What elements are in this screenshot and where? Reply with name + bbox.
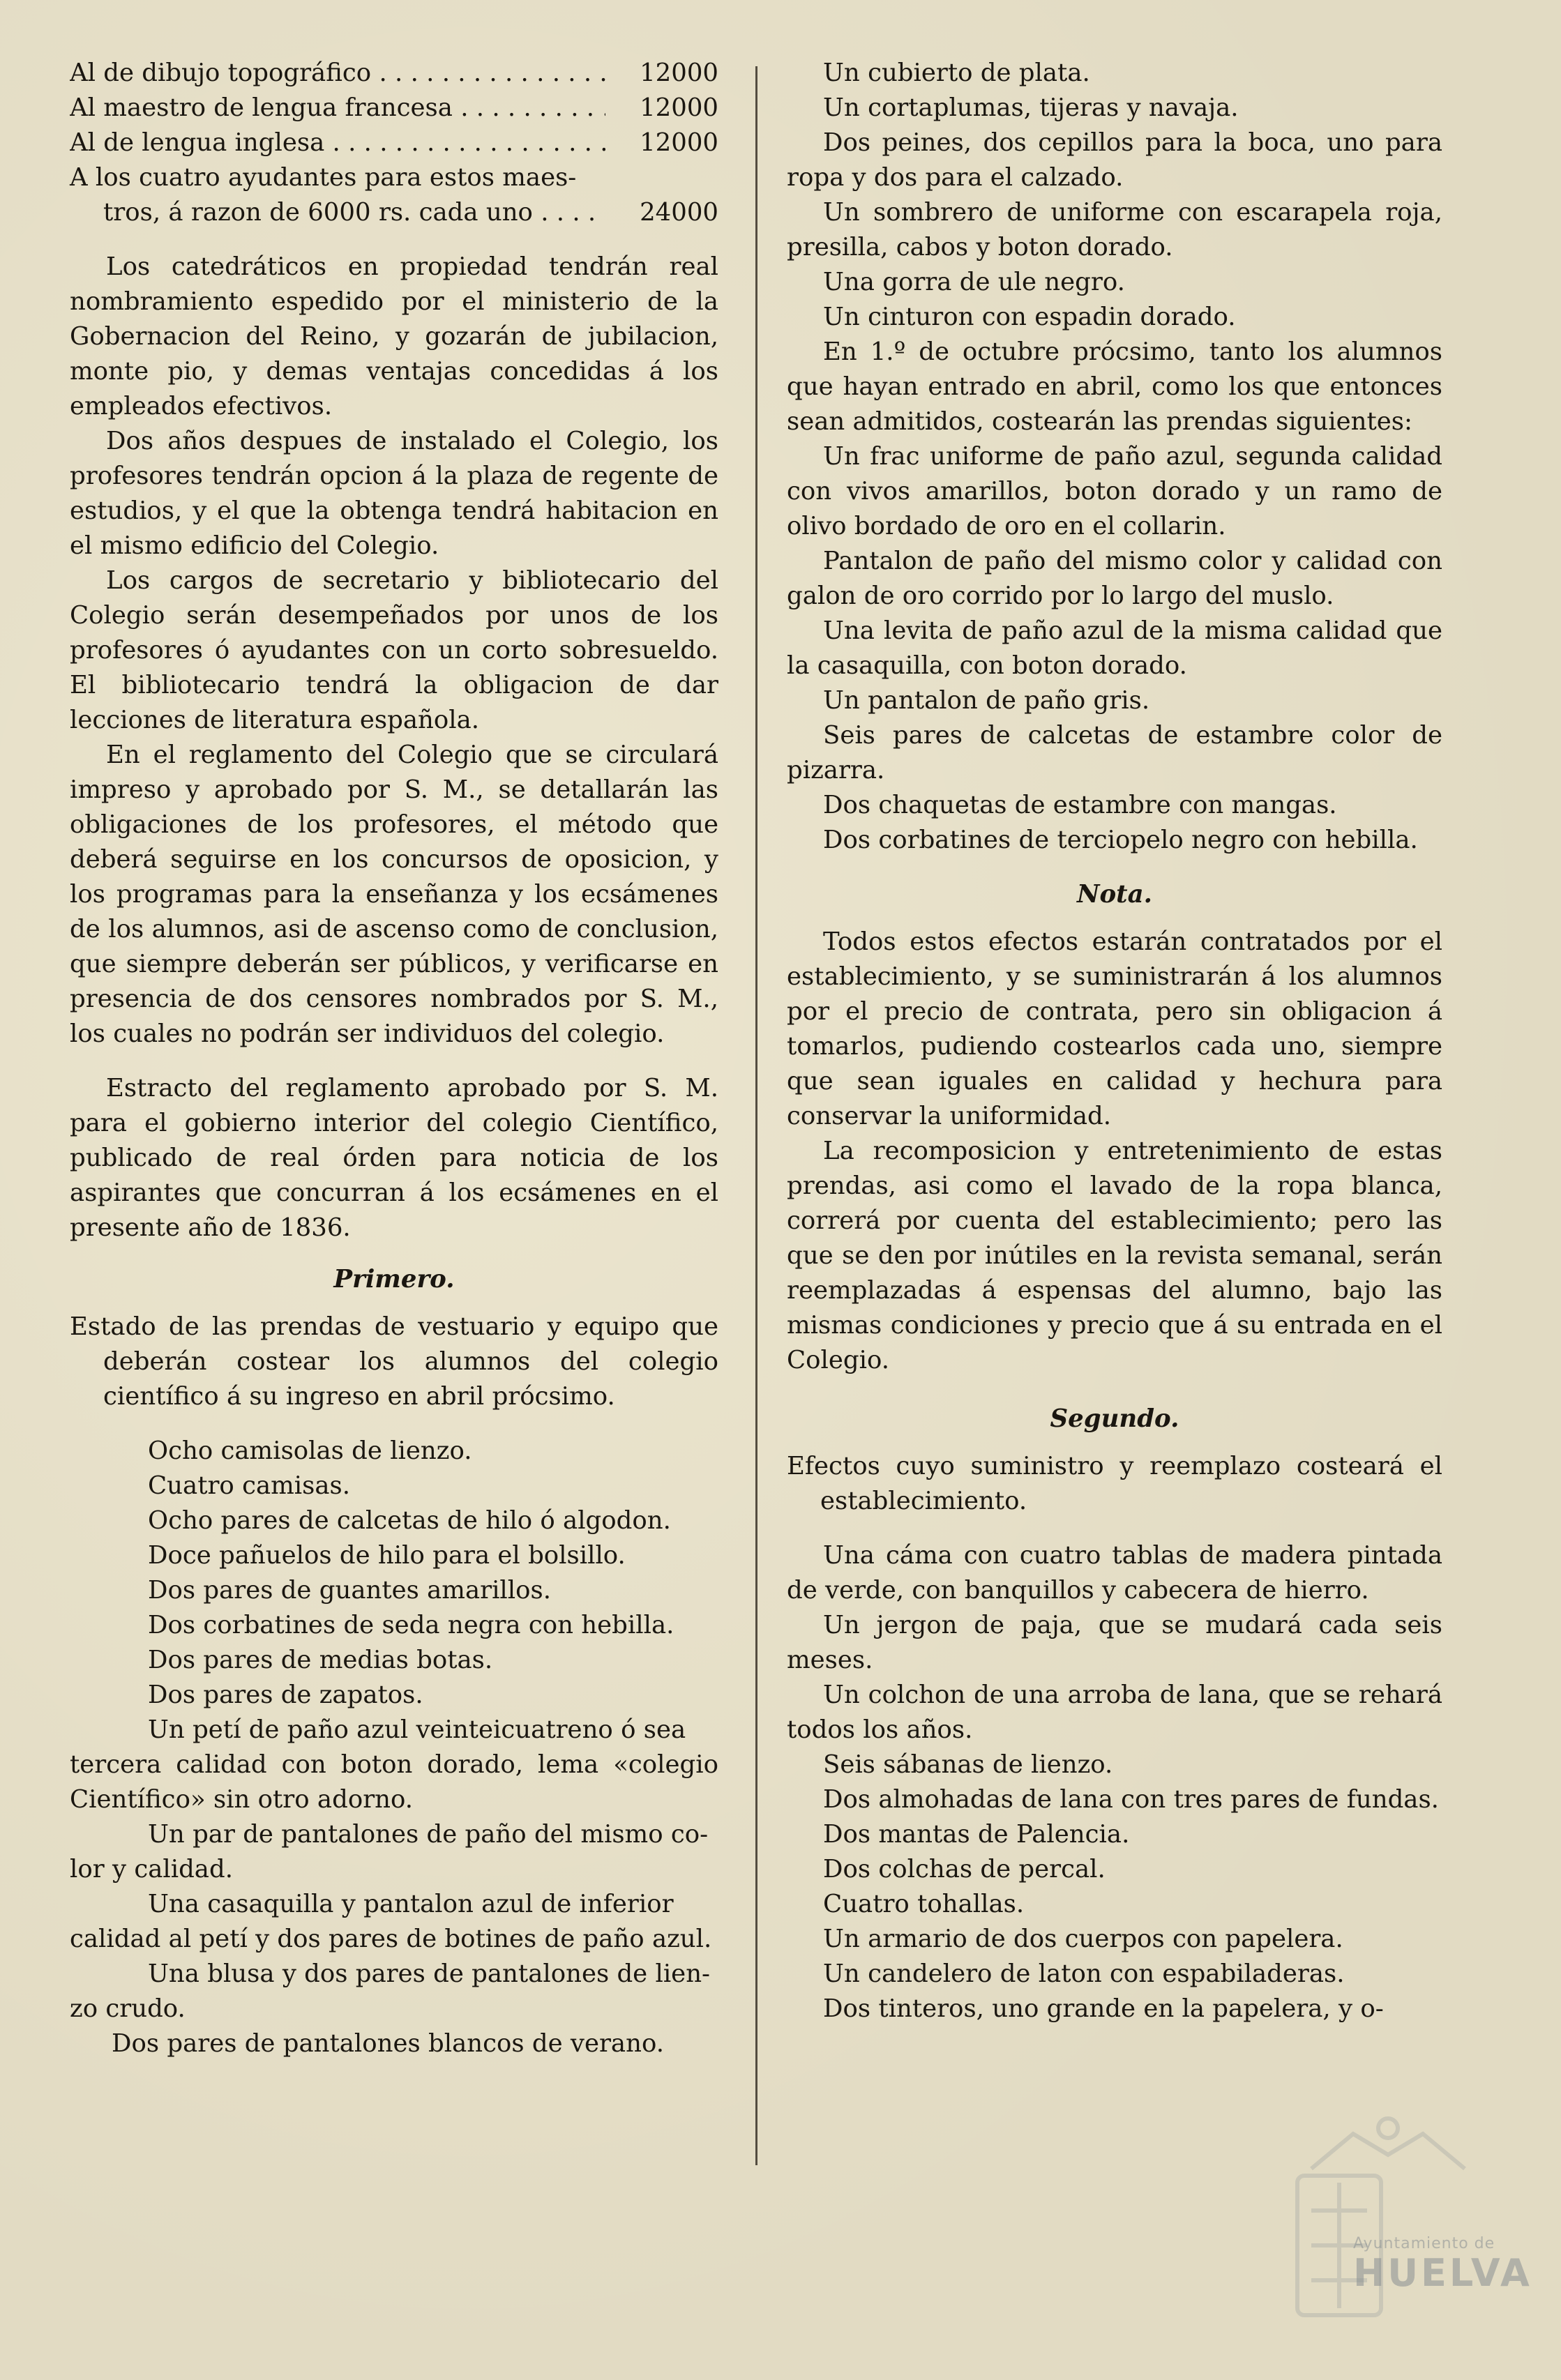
salary-row <box>70 91 718 126</box>
right-column <box>787 56 1442 2026</box>
list-item: Doce pañuelos de hilo para el bolsillo. <box>148 1541 626 1570</box>
salary-label-line2: tros, á razon de 6000 rs. cada uno . . . <box>103 195 605 230</box>
salary-amount: 12000 <box>640 128 718 157</box>
list-item: Seis sábanas de lienzo. <box>823 1750 1113 1779</box>
salary-amount: 12000 <box>640 59 718 87</box>
primero-wrapped-list <box>70 1713 718 2061</box>
list-item-rest: lor y calidad. <box>70 1855 233 1883</box>
list-item: Dos chaquetas de estambre con mangas. <box>823 791 1337 819</box>
salary-row <box>70 56 718 91</box>
list-item: Dos pares de pantalones blancos de verano. <box>112 2029 664 2058</box>
list-item <box>70 1817 718 1887</box>
salary-label-line1: A los cuatro ayudantes para estos maes- <box>70 163 577 192</box>
list-item: Dos colchas de percal. <box>823 1855 1106 1883</box>
salary-row-assistants <box>70 160 718 230</box>
paragraph-reglamento: En el reglamento del Colegio que se circulará impreso y aprobado por S. M., se detallarán las obligaciones de los profesores, el método que deberá seguirse en los concursos de oposicion, y los programas para la enseñanza y los ecsámenes de los alumnos, asi de ascenso como de conclusion, que siempre deberán ser públicos, y verificarse en presencia de dos censores nombrados por S. M., los cuales no podrán ser individuos del colegio. <box>70 741 718 1048</box>
paragraph-nota-2: La recomposicion y entretenimiento de estas prendas, asi como el lavado de la ropa blanca, correrá por cuenta del establecimiento; pero las que se den por inútiles en la revista semanal, serán reemplazadas á espensas del alumno, bajo las mismas condiciones y precio que á su entrada en el Colegio. <box>787 1137 1442 1374</box>
list-item: Un cinturon con espadin dorado. <box>823 303 1236 331</box>
list-item: Dos pares de zapatos. <box>148 1681 423 1709</box>
heading-primero: Primero. <box>333 1265 455 1294</box>
list-item: Un cubierto de plata. <box>823 59 1090 87</box>
salary-row <box>70 126 718 160</box>
list-item: Dos almohadas de lana con tres pares de fundas. <box>823 1785 1439 1814</box>
list-item: Dos pares de guantes amarillos. <box>148 1576 552 1605</box>
huelva-crest-icon <box>1255 2092 1521 2343</box>
list-item-rest: tercera calidad con boton dorado, lema «colegio Científico» sin otro adorno. <box>70 1750 718 1814</box>
list-item: Un pantalon de paño gris. <box>823 686 1150 715</box>
list-item: Un cortaplumas, tijeras y navaja. <box>823 93 1239 122</box>
list-item-first: Una blusa y dos pares de pantalones de lien- <box>148 1960 711 1988</box>
salary-amount: 24000 <box>640 198 718 227</box>
list-item: Dos corbatines de seda negra con hebilla. <box>148 1611 674 1639</box>
list-item: En 1.º de octubre prócsimo, tanto los alumnos que hayan entrado en abril, como los que entonces sean admitidos, costearán las prendas siguientes: <box>787 338 1442 436</box>
paragraph-nota-1: Todos estos efectos estarán contratados por el establecimiento, y se suministrarán á los alumnos por el precio de contrata, pero sin obligacion á tomarlos, pudiendo costearlos cada uno, siempre que sean iguales en calidad y hechura para conservar la uniformidad. <box>787 927 1442 1130</box>
list-item: Dos pares de medias botas. <box>148 1646 493 1674</box>
salary-label: Al de lengua inglesa . . . <box>70 126 605 160</box>
list-item: Pantalon de paño del mismo color y calidad con galon de oro corrido por lo largo del muslo. <box>787 547 1442 610</box>
list-item: Dos corbatines de terciopelo negro con hebilla. <box>823 826 1418 854</box>
list-item: Un frac uniforme de paño azul, segunda calidad con vivos amarillos, boton dorado y un ramo de olivo bordado de oro en el collarin. <box>787 442 1442 540</box>
list-item: Un candelero de laton con espabiladeras. <box>823 1960 1345 1988</box>
list-item: Un sombrero de uniforme con escarapela roja, presilla, cabos y boton dorado. <box>787 198 1442 262</box>
list-item-rest: zo crudo. <box>70 1994 186 2023</box>
list-item-rest: calidad al petí y dos pares de botines de paño azul. <box>70 1925 712 1953</box>
segundo-intro: Efectos cuyo suministro y reemplazo costeará el establecimiento. <box>787 1452 1442 1515</box>
list-item: Un jergon de paja, que se mudará cada seis meses. <box>787 1611 1442 1674</box>
paragraph-secretario: Los cargos de secretario y bibliotecario del Colegio serán desempeñados por unos de los profesores ó ayudantes con un corto sobresueldo. El bibliotecario tendrá la obligacion de dar lecciones de literatura española. <box>70 566 718 734</box>
list-item <box>70 1957 718 2026</box>
list-item-first: Un par de pantalones de paño del mismo co- <box>148 1820 709 1849</box>
list-item <box>70 1887 718 1957</box>
list-item: Cuatro tohallas. <box>823 1890 1025 1918</box>
primero-intro: Estado de las prendas de vestuario y equipo que deberán costear los alumnos del colegio científico á su ingreso en abril prócsimo. <box>70 1312 718 1411</box>
segundo-list <box>787 1538 1442 2026</box>
salary-label: Al de dibujo topográfico . . . <box>70 56 605 91</box>
list-item <box>70 1713 718 1817</box>
list-item: Seis pares de calcetas de estambre color de pizarra. <box>787 721 1442 785</box>
watermark-top-text: Ayuntamiento de <box>1353 2235 1495 2252</box>
list-item: Dos peines, dos cepillos para la boca, uno para ropa y dos para el calzado. <box>787 128 1442 192</box>
list-item: Una levita de paño azul de la misma calidad que la casaquilla, con boton dorado. <box>787 616 1442 680</box>
list-item: Una gorra de ule negro. <box>823 268 1125 296</box>
list-item: Un armario de dos cuerpos con papelera. <box>823 1925 1343 1953</box>
watermark-text <box>1353 2235 1532 2295</box>
left-column <box>70 56 718 2061</box>
paragraph-regente: Dos años despues de instalado el Colegio, los profesores tendrán opcion á la plaza de regente de estudios, y el que la obtenga tendrá habitacion en el mismo edificio del Colegio. <box>70 427 718 560</box>
list-item: Dos tinteros, uno grande en la papelera, y o- <box>823 1994 1384 2023</box>
right-items-list <box>787 56 1442 858</box>
list-item: Cuatro camisas. <box>148 1471 351 1500</box>
primero-list <box>70 1434 718 1713</box>
list-item: Una cáma con cuatro tablas de madera pintada de verde, con banquillos y cabecera de hierro. <box>787 1541 1442 1605</box>
list-item: Ocho camisolas de lienzo. <box>148 1437 472 1465</box>
watermark-city-text: HUELVA <box>1353 2251 1532 2295</box>
paragraph-catedraticos: Los catedráticos en propiedad tendrán real nombramiento espedido por el ministerio de la Gobernacion del Reino, y gozarán de jubilacion, monte pio, y demas ventajas concedidas á los empleados efectivos. <box>70 252 718 420</box>
paragraph-estracto: Estracto del reglamento aprobado por S. M. para el gobierno interior del colegio Científico, publicado de real órden para noticia de los aspirantes que concurran á los ecsámenes en el presente año de 1836. <box>70 1074 718 1242</box>
list-item: Ocho pares de calcetas de hilo ó algodon. <box>148 1506 671 1535</box>
salary-amount: 12000 <box>640 93 718 122</box>
heading-nota: Nota. <box>1077 880 1152 909</box>
list-item: Dos mantas de Palencia. <box>823 1820 1130 1849</box>
list-item: Un colchon de una arroba de lana, que se rehará todos los años. <box>787 1681 1442 1744</box>
heading-segundo: Segundo. <box>1050 1404 1179 1433</box>
column-divider <box>755 66 757 2165</box>
list-item-first: Una casaquilla y pantalon azul de inferior <box>148 1890 674 1918</box>
salary-label: Al maestro de lengua francesa . . . <box>70 91 605 126</box>
list-item-first: Un petí de paño azul veinteicuatreno ó sea <box>148 1715 686 1744</box>
